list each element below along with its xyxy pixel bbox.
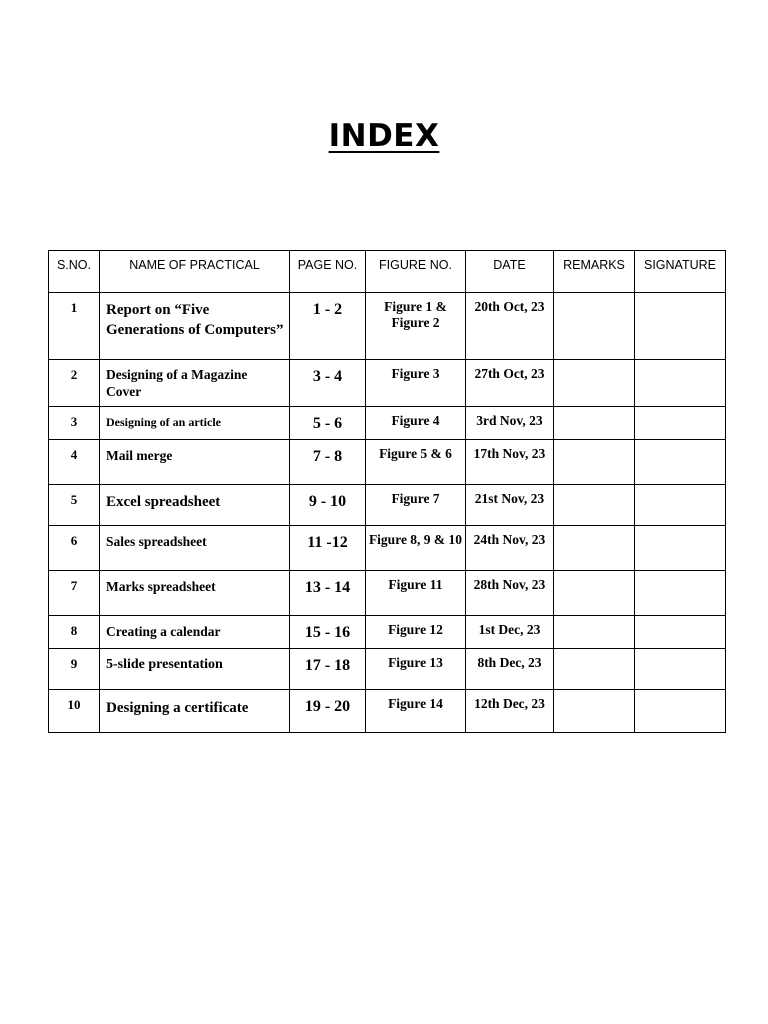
column-header-signature: SIGNATURE (635, 251, 726, 293)
cell-page: 1 - 2 (290, 293, 366, 360)
cell-figure: Figure 12 (366, 616, 466, 649)
cell-name: Excel spreadsheet (100, 485, 290, 526)
cell-figure: Figure 13 (366, 649, 466, 690)
cell-signature (635, 407, 726, 440)
cell-figure: Figure 7 (366, 485, 466, 526)
cell-date: 3rd Nov, 23 (466, 407, 554, 440)
cell-page: 3 - 4 (290, 360, 366, 407)
cell-figure: Figure 3 (366, 360, 466, 407)
cell-sno: 6 (49, 526, 100, 571)
cell-name: Report on “Five Generations of Computers” (100, 293, 290, 360)
cell-date: 24th Nov, 23 (466, 526, 554, 571)
cell-date: 17th Nov, 23 (466, 440, 554, 485)
cell-remarks (554, 526, 635, 571)
cell-date: 20th Oct, 23 (466, 293, 554, 360)
cell-signature (635, 293, 726, 360)
cell-remarks (554, 649, 635, 690)
table-row (49, 293, 726, 360)
cell-page: 9 - 10 (290, 485, 366, 526)
cell-name: 5-slide presentation (100, 649, 290, 690)
page-title: INDEX (328, 118, 440, 154)
cell-date: 21st Nov, 23 (466, 485, 554, 526)
header-row (49, 251, 726, 293)
cell-remarks (554, 571, 635, 616)
cell-sno: 2 (49, 360, 100, 407)
cell-sno: 4 (49, 440, 100, 485)
cell-figure: Figure 4 (366, 407, 466, 440)
cell-sno: 1 (49, 293, 100, 360)
cell-remarks (554, 690, 635, 733)
column-header-figure: FIGURE NO. (366, 251, 466, 293)
column-header-page: PAGE NO. (290, 251, 366, 293)
table-row (49, 407, 726, 440)
cell-figure: Figure 8, 9 & 10 (366, 526, 466, 571)
column-header-name: NAME OF PRACTICAL (100, 251, 290, 293)
table-row (49, 440, 726, 485)
cell-remarks (554, 407, 635, 440)
cell-date: 28th Nov, 23 (466, 571, 554, 616)
cell-sno: 5 (49, 485, 100, 526)
cell-name: Designing of a Magazine Cover (100, 360, 290, 407)
column-header-sno: S.NO. (49, 251, 100, 293)
cell-sno: 7 (49, 571, 100, 616)
cell-name: Designing of an article (100, 407, 290, 440)
cell-name: Mail merge (100, 440, 290, 485)
column-header-remarks: REMARKS (554, 251, 635, 293)
cell-remarks (554, 485, 635, 526)
cell-remarks (554, 440, 635, 485)
cell-signature (635, 485, 726, 526)
table-row (49, 690, 726, 733)
cell-page: 11 -12 (290, 526, 366, 571)
cell-page: 19 - 20 (290, 690, 366, 733)
cell-figure: Figure 5 & 6 (366, 440, 466, 485)
table-row (49, 526, 726, 571)
cell-figure: Figure 11 (366, 571, 466, 616)
cell-sno: 8 (49, 616, 100, 649)
cell-page: 5 - 6 (290, 407, 366, 440)
cell-signature (635, 571, 726, 616)
index-table (48, 250, 726, 733)
cell-sno: 3 (49, 407, 100, 440)
cell-name: Creating a calendar (100, 616, 290, 649)
cell-signature (635, 360, 726, 407)
cell-signature (635, 440, 726, 485)
cell-signature (635, 649, 726, 690)
cell-name: Designing a certificate (100, 690, 290, 733)
table-row (49, 485, 726, 526)
cell-remarks (554, 616, 635, 649)
cell-sno: 10 (49, 690, 100, 733)
cell-page: 17 - 18 (290, 649, 366, 690)
cell-signature (635, 526, 726, 571)
cell-date: 27th Oct, 23 (466, 360, 554, 407)
cell-page: 15 - 16 (290, 616, 366, 649)
cell-date: 8th Dec, 23 (466, 649, 554, 690)
cell-figure: Figure 1 & Figure 2 (366, 293, 466, 360)
cell-date: 1st Dec, 23 (466, 616, 554, 649)
cell-figure: Figure 14 (366, 690, 466, 733)
cell-name: Sales spreadsheet (100, 526, 290, 571)
table-row (49, 571, 726, 616)
cell-page: 13 - 14 (290, 571, 366, 616)
table-row (49, 649, 726, 690)
cell-remarks (554, 293, 635, 360)
cell-signature (635, 690, 726, 733)
cell-page: 7 - 8 (290, 440, 366, 485)
table-row (49, 616, 726, 649)
cell-name: Marks spreadsheet (100, 571, 290, 616)
table-row (49, 360, 726, 407)
cell-signature (635, 616, 726, 649)
cell-date: 12th Dec, 23 (466, 690, 554, 733)
cell-remarks (554, 360, 635, 407)
column-header-date: DATE (466, 251, 554, 293)
cell-sno: 9 (49, 649, 100, 690)
